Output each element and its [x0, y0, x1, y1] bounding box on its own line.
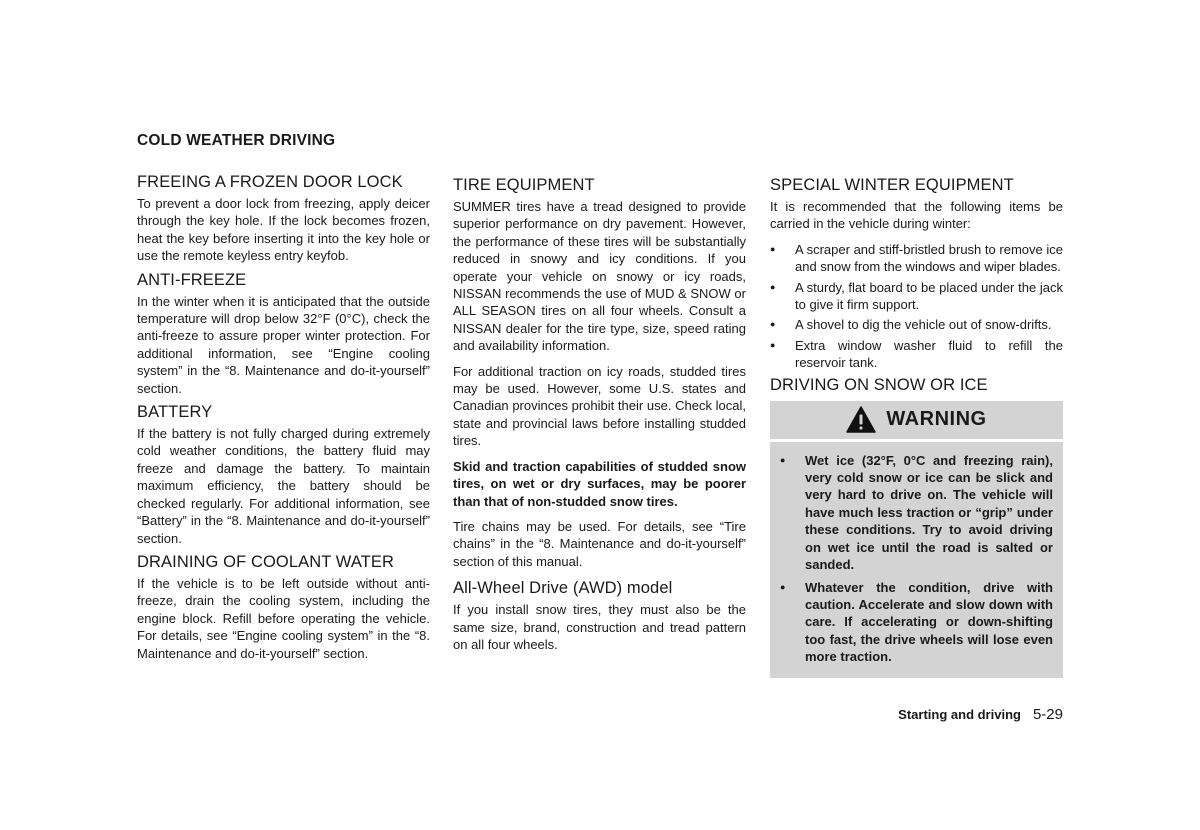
section-heading-awd: All-Wheel Drive (AWD) model: [453, 579, 673, 598]
column-2: [453, 175, 746, 661]
section-body-battery: If the battery is not fully charged during extremely cold weather conditions, the battery fluid may freeze and damage the battery. To maintain maximum efficiency, the battery should be checked regularly. For additional information, see “Battery” in the “8. Maintenance and do-it-yourself” section.: [137, 426, 430, 546]
page-number: 5-29: [1032, 706, 1063, 723]
list-item: ● A sturdy, flat board to be placed under the jack to give it firm support.: [770, 279, 1063, 314]
tire-paragraph-2: For additional traction on icy roads, studded tires may be used. However, some U.S. states and Canadian provinces prohibit their use. Check local, state and provincial laws before installing studded tires.: [453, 363, 746, 449]
warning-triangle-icon: [846, 406, 876, 433]
section-heading-snow-ice: DRIVING ON SNOW OR ICE: [770, 375, 988, 394]
section-heading-tire-equipment: TIRE EQUIPMENT: [453, 176, 595, 194]
section-heading-anti-freeze: ANTI-FREEZE: [137, 270, 247, 289]
warning-header: [770, 401, 1063, 442]
warning-item: ● Wet ice (32°F, 0°C and freezing rain), very cold snow or ice can be slick and very hard to drive on. The vehicle will have much less traction or “grip” under these conditions. Try to avoid driving on wet ice until the road is salted or sanded.: [780, 452, 1053, 574]
list-item: ● A scraper and stiff-bristled brush to remove ice and snow from the windows and wiper blades.: [770, 241, 1063, 276]
tire-paragraph-chains: Tire chains may be used. For details, see “Tire chains” in the “8. Maintenance and do-it-yourself” section of this manual.: [453, 518, 746, 569]
section-heading-frozen-lock: FREEING A FROZEN DOOR LOCK: [137, 173, 403, 191]
tire-paragraph-1: SUMMER tires have a tread designed to provide superior performance on dry pavement. However, the performance of these tires will be substantially reduced in snowy and icy conditions. If you operate your vehicle on snowy or icy roads, NISSAN recommends the use of MUD & SNOW or ALL SEASON tires on all four wheels. Consult a NISSAN dealer for the tire type, size, speed rating and availability information.: [453, 199, 746, 354]
column-3: [770, 175, 1063, 678]
section-body-anti-freeze: In the winter when it is anticipated that the outside temperature will drop below 32°F (0°C), check the anti-freeze to assure proper winter protection. For additional information, see “Engine cooling system” in the “8. Maintenance and do-it-yourself” section.: [137, 293, 430, 396]
section-heading-coolant: DRAINING OF COOLANT WATER: [137, 552, 395, 571]
section-heading-winter-equipment: SPECIAL WINTER EQUIPMENT: [770, 176, 1014, 194]
page-footer: [898, 706, 1063, 723]
section-heading-battery: BATTERY: [137, 403, 213, 422]
tire-paragraph-bold: Skid and traction capabilities of studded snow tires, on wet or dry surfaces, may be poorer than that of non-studded snow tires.: [453, 458, 746, 509]
page-title: COLD WEATHER DRIVING: [137, 132, 336, 149]
warning-box: [770, 401, 1063, 678]
section-body-frozen-lock: To prevent a door lock from freezing, apply deicer through the key hole. If the lock becomes frozen, heat the key before inserting it into the key hole or use the remote keyless entry keyfob.: [137, 196, 430, 264]
list-item: ● Extra window washer fluid to refill the reservoir tank.: [770, 337, 1063, 372]
footer-section-name: Starting and driving: [898, 707, 1021, 722]
section-body-coolant: If the vehicle is to be left outside without anti-freeze, drain the cooling system, including the engine block. Refill before operating the vehicle. For details, see “Engine cooling system” in the “8. Maintenance and do-it-yourself” section.: [137, 575, 430, 661]
awd-paragraph: If you install snow tires, they must also be the same size, brand, construction and tread pattern on all four wheels.: [453, 602, 746, 652]
column-1: [137, 172, 430, 667]
winter-equipment-list: [770, 241, 1063, 372]
winter-equipment-intro: It is recommended that the following items be carried in the vehicle during winter:: [770, 199, 1063, 232]
warning-item: ● Whatever the condition, drive with caution. Accelerate and slow down with care. If accelerating or down-shifting too fast, the drive wheels will lose even more traction.: [780, 579, 1053, 666]
warning-label: WARNING: [886, 408, 987, 431]
warning-list: [770, 442, 1063, 666]
list-item: ● A shovel to dig the vehicle out of snow-drifts.: [770, 316, 1063, 333]
